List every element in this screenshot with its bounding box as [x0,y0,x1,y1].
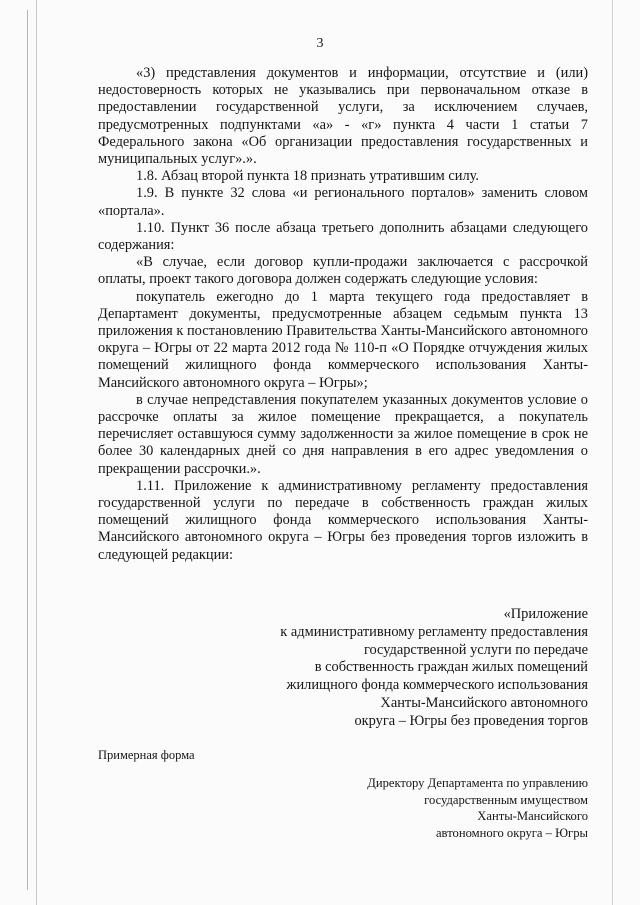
appendix-header-line: государственной услуги по передаче [363,641,588,658]
appendix-header [240,606,588,731]
paragraph-1-10: 1.10. Пункт 36 после абзаца третьего дополнить абзацами следующего содержания: [98,219,588,254]
addressee-line: Директору Департамента по управлению [367,776,588,790]
addressee-line: государственным имуществом [424,792,588,807]
appendix-header-line: округа – Югры без проведения торгов [354,712,588,729]
appendix-header-line: жилищного фонда коммерческого использования [286,677,588,694]
scan-artifact-right-edge [612,0,613,905]
paragraph-buyer-obligation: покупатель ежегодно до 1 марта текущего года предоставляет в Департамент документы, предусмотренные абзацем седьмым пункта 13 приложения к постановлению Правительства Ханты-Мансийского автономного округа – Югры от 22 марта 2012 года № 110-п «О Порядке отчуждения жилых помещений жилищного фонда коммерческого использования Ханты-Мансийского автономного округа – Югры»; [98,288,589,391]
page-number: 3 [316,36,324,51]
paragraph-1-9: 1.9. В пункте 32 слова «и регионального порталов» заменить словом «портала». [98,185,588,219]
appendix-header-line: «Приложение [503,606,588,622]
appendix-header-line: в собственность граждан жилых помещений [314,659,588,676]
paragraph-installment-intro: «В случае, если договор купли-продажи заключается с рассрочкой оплаты, проект такого договора должен содержать следующие условия: [98,254,588,288]
document-body [98,65,588,564]
addressee-line: Ханты-Мансийского [477,809,588,823]
addressee-line: автономного округа – Югры [435,825,588,840]
addressee-block [330,775,588,841]
paragraph-item-3: «3) представления документов и информации, отсутствие и (или) недостоверность которых не указывались при первоначальном отказе в предоставлении государственной услуги, за исключением случаев, предусмотренных подпунктами «а» - «г» пункта 4 части 1 статьи 7 Федерального закона «Об организации предоставления государственных и муниципальных услуг».». [98,65,588,168]
appendix-header-line: к административному регламенту предоставления [280,623,588,640]
scan-artifact-left-edge [27,10,28,890]
appendix-header-line: Ханты-Мансийского автономного [380,694,588,711]
paragraph-1-11: 1.11. Приложение к административному регламенту предоставления государственной услуги по передаче в собственность граждан жилых помещений жилищного фонда коммерческого использования Ханты-Мансийского автономного округа – Югры без проведения торгов изложить в следующей редакции: [98,477,588,563]
form-label: Примерная форма [98,748,195,762]
scan-artifact-left-inner [36,0,37,905]
paragraph-1-8: 1.8. Абзац второй пункта 18 признать утратившим силу. [136,168,480,185]
paragraph-installment-termination: в случае непредставления покупателем указанных документов условие о рассрочке оплаты за жилое помещение прекращается, а покупатель перечисляет оставшуюся сумму задолженности за жилое помещение в срок не более 30 календарных дней со дня направления в его адрес уведомления о прекращении рассрочки.». [98,391,588,477]
